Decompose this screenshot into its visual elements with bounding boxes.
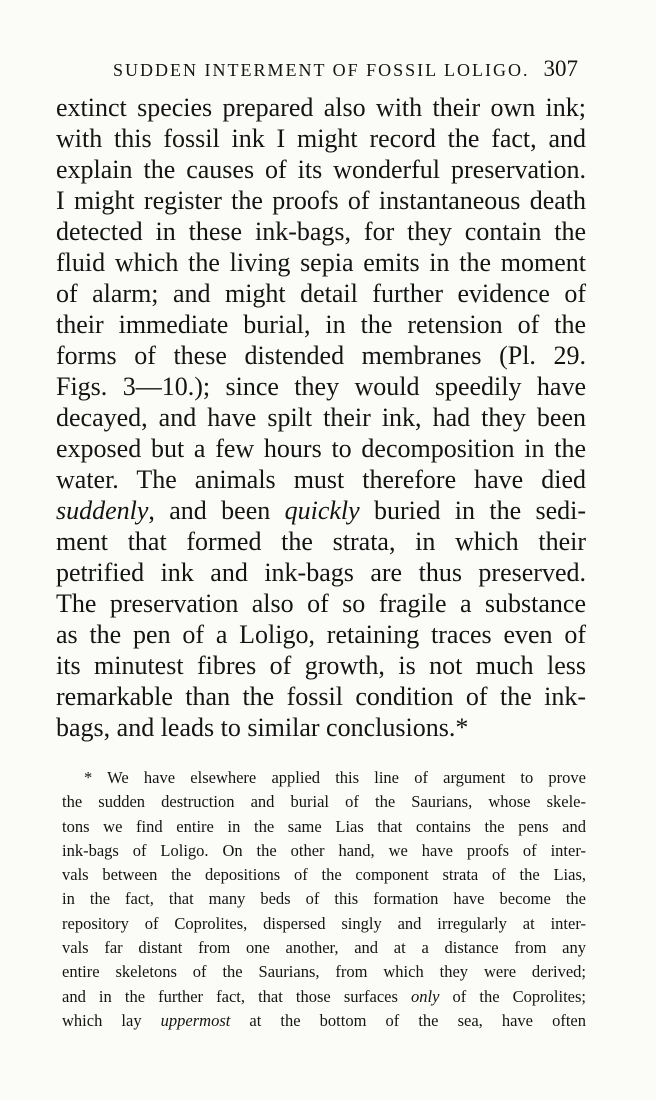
- text-run: in the fact, that many beds of this formation have become the: [62, 889, 586, 909]
- running-head: [0, 56, 578, 83]
- text-run: their immediate burial, in the retension of the: [56, 310, 586, 339]
- body-line: [56, 278, 586, 309]
- text-run: and in the further fact, that those surfaces: [62, 986, 412, 1006]
- text-run: of alarm; and might detail further evidence of: [56, 279, 586, 308]
- footnote: [62, 766, 586, 1033]
- text-run: tons we find entire in the same Lias that contains the pens and: [62, 816, 586, 836]
- text-run: of the Coprolites;: [439, 986, 587, 1006]
- text-run: as the pen of a Loligo, retaining traces even of: [56, 620, 586, 649]
- text-run: with this fossil ink I might record the fact, and: [56, 124, 586, 153]
- text-run: which lay: [62, 1010, 161, 1030]
- body-line: [56, 433, 586, 464]
- footnote-line: [62, 863, 586, 887]
- body-line: [56, 619, 586, 650]
- text-run: forms of these distended membranes (Pl. 29.: [56, 341, 586, 370]
- text-run: extinct species prepared also with their own ink;: [56, 93, 586, 122]
- text-run: decayed, and have spilt their ink, had they been: [56, 403, 586, 432]
- body-line: [56, 123, 586, 154]
- page-number: 307: [543, 56, 578, 81]
- footnote-line: [62, 912, 586, 936]
- body-line: [56, 557, 586, 588]
- body-line: [56, 92, 586, 123]
- text-run: bags, and leads to similar conclusions.*: [56, 713, 469, 742]
- running-head-title: SUDDEN INTERMENT OF FOSSIL LOLIGO.: [112, 60, 530, 80]
- footnote-line: [62, 815, 586, 839]
- body-line: [56, 185, 586, 216]
- body-line: [56, 588, 586, 619]
- italic-run: only: [411, 986, 440, 1006]
- footnote-line: [62, 766, 586, 790]
- italic-run: suddenly: [56, 496, 149, 525]
- footnote-line: [62, 960, 586, 984]
- body-line: [56, 526, 586, 557]
- italic-run: uppermost: [160, 1010, 231, 1030]
- text-run: its minutest fibres of growth, is not much less: [56, 651, 586, 680]
- footnote-line: [62, 985, 586, 1009]
- text-run: Figs. 3—10.); since they would speedily have: [56, 372, 586, 401]
- footnote-line: [62, 839, 586, 863]
- body-line: [56, 650, 586, 681]
- text-run: I might register the proofs of instantaneous death: [56, 186, 586, 215]
- text-run: vals far distant from one another, and at a distance from any: [62, 938, 586, 958]
- body-line: [56, 216, 586, 247]
- text-run: fluid which the living sepia emits in the moment: [56, 248, 586, 277]
- body-line: [56, 402, 586, 433]
- body-line: [56, 371, 586, 402]
- text-run: water. The animals must therefore have died: [56, 465, 586, 494]
- text-run: , and been: [148, 496, 285, 525]
- text-run: explain the causes of its wonderful preservation.: [56, 155, 586, 184]
- text-run: ink-bags of Loligo. On the other hand, we have proofs of inter-: [62, 840, 586, 860]
- text-run: The preservation also of so fragile a substance: [56, 589, 586, 618]
- body-line: [56, 309, 586, 340]
- body-line: [56, 340, 586, 371]
- body-line: [56, 247, 586, 278]
- footnote-line: [62, 1009, 586, 1033]
- text-run: at the bottom of the sea, have often: [230, 1010, 586, 1030]
- body-line: [56, 154, 586, 185]
- text-run: repository of Coprolites, dispersed singly and irregularly at inter-: [62, 913, 586, 933]
- body-line: [56, 464, 586, 495]
- body-line: [56, 495, 586, 526]
- italic-run: quickly: [284, 496, 360, 525]
- footnote-line: [62, 936, 586, 960]
- text-run: detected in these ink-bags, for they contain the: [56, 217, 586, 246]
- text-run: * We have elsewhere applied this line of argument to prove: [84, 768, 586, 787]
- text-run: petrified ink and ink-bags are thus preserved.: [56, 558, 586, 587]
- body-text: [56, 92, 586, 743]
- body-line: [56, 712, 586, 743]
- text-run: exposed but a few hours to decomposition in the: [56, 434, 586, 463]
- text-run: the sudden destruction and burial of the Saurians, whose skele-: [62, 792, 586, 812]
- footnote-line: [62, 790, 586, 814]
- text-run: remarkable than the fossil condition of the ink-: [56, 682, 586, 711]
- body-line: [56, 681, 586, 712]
- text-run: ment that formed the strata, in which their: [56, 527, 586, 556]
- footnote-line: [62, 887, 586, 911]
- text-run: buried in the sedi-: [359, 496, 587, 525]
- text-run: vals between the depositions of the component strata of the Lias,: [62, 865, 586, 885]
- text-run: entire skeletons of the Saurians, from which they were derived;: [62, 962, 586, 982]
